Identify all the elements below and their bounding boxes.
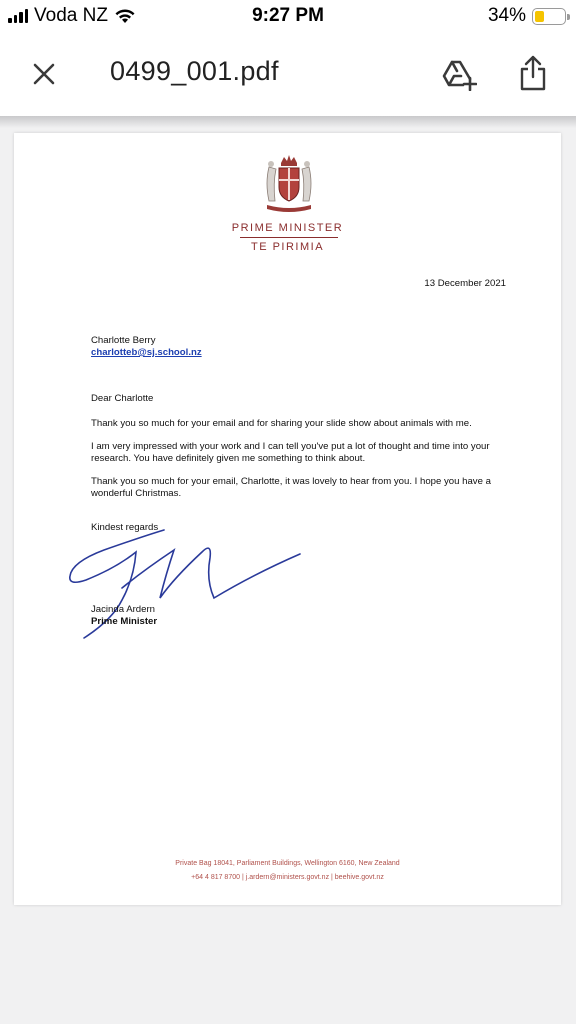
coat-of-arms-logo [259, 153, 319, 215]
close-icon [32, 62, 56, 86]
toolbar-shadow [0, 116, 576, 128]
carrier-label: Voda NZ [34, 5, 108, 26]
closing: Kindest regards [91, 522, 159, 533]
footer-contact: +64 4 817 8700 | j.ardern@ministers.govt.nz | beehive.govt.nz [191, 874, 384, 881]
letter-date: 13 December 2021 [424, 278, 506, 289]
letter-paragraph: I am very impressed with your work and I can tell you've put a lot of thought and time into your research. You have definitely given me something to think about. [91, 441, 490, 464]
battery-fill [535, 11, 544, 22]
battery-icon [532, 8, 566, 25]
footer-address: Private Bag 18041, Parliament Buildings, Wellington 6160, New Zealand [175, 860, 400, 867]
status-bar [0, 0, 576, 34]
recipient-email-link[interactable]: charlotteb@sj.school.nz [91, 347, 202, 358]
close-button[interactable] [26, 56, 62, 92]
salutation: Dear Charlotte [91, 393, 154, 404]
letter-paragraph: Thank you so much for your email and for sharing your slide show about animals with me. [91, 418, 472, 429]
viewer-toolbar [0, 34, 576, 116]
letterhead-divider [240, 237, 338, 238]
add-to-drive-button[interactable] [440, 56, 478, 94]
document-title: 0499_001.pdf [110, 56, 279, 86]
recipient-name: Charlotte Berry [91, 335, 156, 346]
pdf-page[interactable] [14, 133, 561, 905]
share-button[interactable] [514, 52, 552, 94]
clock: 9:27 PM [252, 5, 324, 26]
share-icon [519, 55, 547, 91]
add-to-drive-icon [441, 59, 477, 91]
signer-title: Prime Minister [91, 616, 158, 627]
letter-paragraph: Thank you so much for your email, Charlotte, it was lovely to hear from you. I hope you have a wonderful Christmas. [91, 476, 491, 499]
letterhead-subtitle: TE PIRIMIA [250, 241, 325, 253]
letterhead-title: PRIME MINISTER [231, 222, 344, 234]
signer-name: Jacinda Ardern [91, 604, 155, 615]
battery-percent: 34% [487, 5, 526, 26]
status-right [488, 5, 566, 27]
